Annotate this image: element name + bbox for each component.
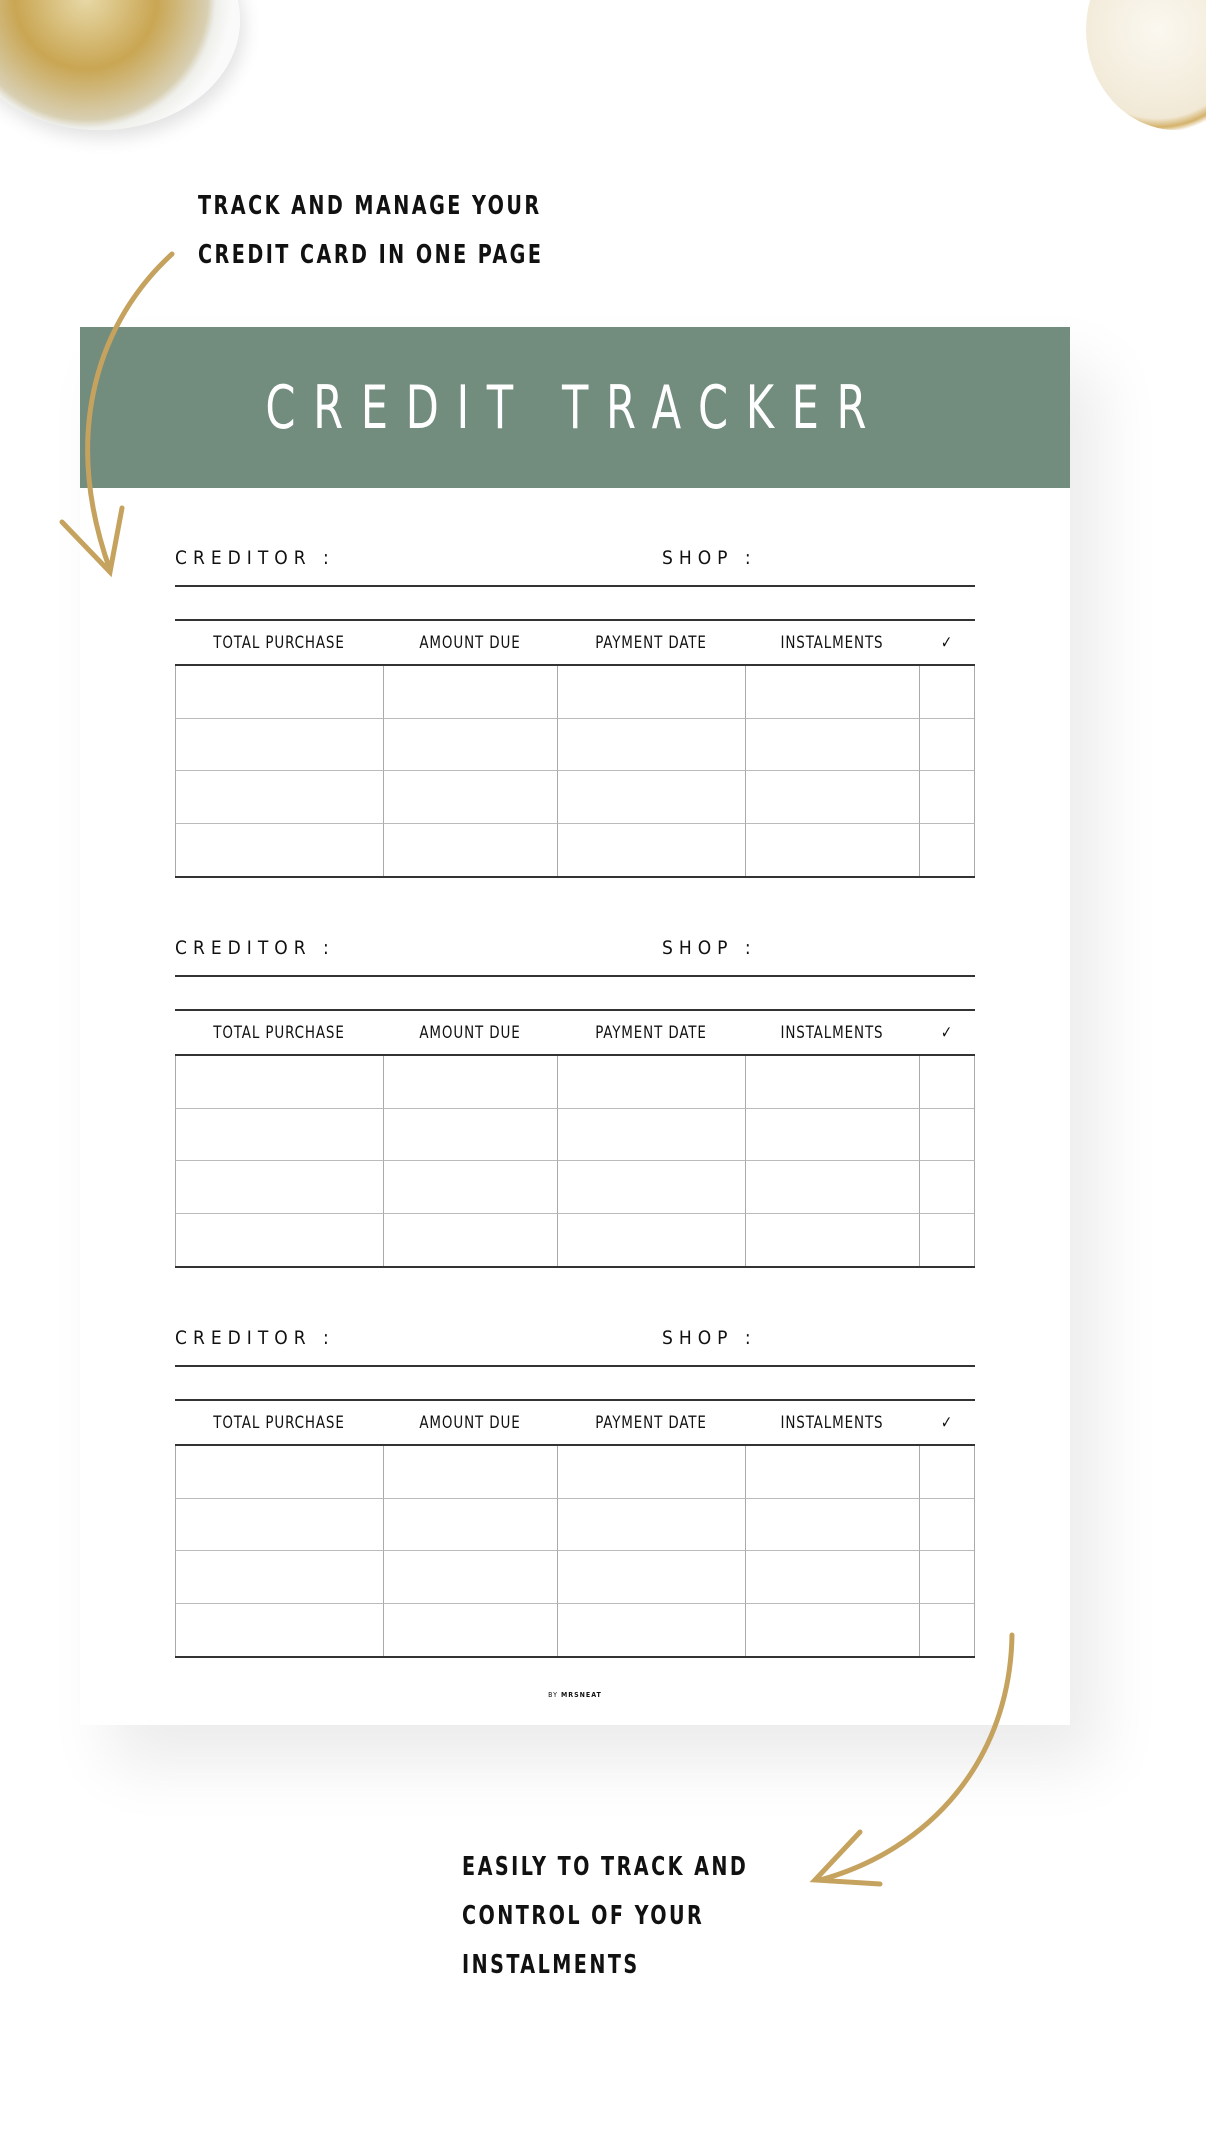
column-header: INSTALMENTS — [780, 1412, 884, 1433]
column-header: INSTALMENTS — [780, 1022, 884, 1043]
promo-bottom-line: INSTALMENTS — [462, 1950, 640, 1980]
column-header: AMOUNT DUE — [419, 1022, 521, 1043]
column-header: TOTAL PURCHASE — [213, 1022, 345, 1043]
arrow-left-icon — [62, 254, 172, 572]
footer-by: BY — [548, 1691, 558, 1699]
page-title: CREDIT TRACKER — [265, 372, 885, 443]
column-header: ✓ — [940, 1412, 954, 1433]
promo-bottom-line: EASILY TO TRACK AND — [462, 1852, 749, 1882]
column-header: ✓ — [940, 1022, 954, 1043]
promo-top-line: TRACK AND MANAGE YOUR — [198, 191, 542, 221]
footer-brand: MRSNEAT — [560, 1691, 602, 1699]
creditor-label: CREDITOR : — [175, 937, 335, 959]
creditor-label: CREDITOR : — [175, 547, 335, 569]
shop-label: SHOP : — [662, 937, 757, 959]
column-header: PAYMENT DATE — [595, 1412, 707, 1433]
creditor-label: CREDITOR : — [175, 1327, 335, 1349]
arrow-right-icon — [815, 1635, 1012, 1884]
column-header: PAYMENT DATE — [595, 632, 707, 653]
promo-bottom — [462, 1843, 748, 1990]
column-header: INSTALMENTS — [780, 632, 884, 653]
promo-bottom-line: CONTROL OF YOUR — [462, 1901, 705, 1931]
promo-top-line: CREDIT CARD IN ONE PAGE — [198, 240, 544, 270]
column-header: ✓ — [940, 632, 954, 653]
shop-label: SHOP : — [662, 547, 757, 569]
column-header: TOTAL PURCHASE — [213, 1412, 345, 1433]
column-header: AMOUNT DUE — [419, 632, 521, 653]
column-header: AMOUNT DUE — [419, 1412, 521, 1433]
column-header: PAYMENT DATE — [595, 1022, 707, 1043]
column-header: TOTAL PURCHASE — [213, 632, 345, 653]
shop-label: SHOP : — [662, 1327, 757, 1349]
